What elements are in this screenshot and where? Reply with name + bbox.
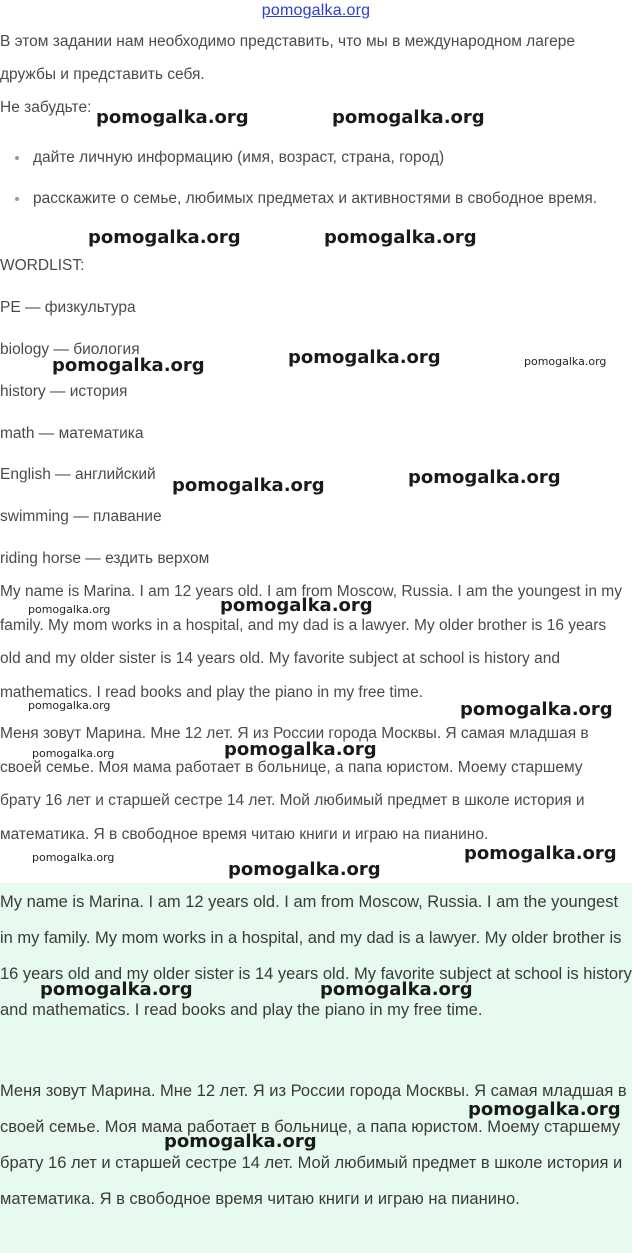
wordlist-item: biology — биология bbox=[0, 341, 140, 358]
watermark: pomogalka.org bbox=[28, 699, 111, 712]
draft-russian: Меня зовут Марина. Мне 12 лет. Я из России города Москвы. Я самая младшая в своей семье. Моя мама работает в больнице, а папа юристом. Моему старшему брату 16 лет и старшей сестре 14 лет. Мой любимый предмет в школе история и математика. Я в свободное время читаю книги и играю на пианино. bbox=[0, 725, 589, 843]
watermark: pomogalka.org bbox=[524, 355, 607, 368]
watermark: pomogalka.org bbox=[28, 603, 111, 616]
wordlist-title: WORDLIST: bbox=[0, 257, 85, 274]
watermark: pomogalka.org bbox=[220, 595, 373, 616]
watermark: pomogalka.org bbox=[408, 467, 561, 488]
draft-english: My name is Marina. I am 12 years old. I am from Moscow, Russia. I am the youngest in my family. My mom works in a hospital, and my dad is a lawyer. My older brother is 16 years old and my older sister is 14 years old. My favorite subject at school is history and mathematics. I read books and play the piano in my free time. bbox=[0, 583, 622, 701]
list-item bbox=[0, 182, 621, 215]
watermark: pomogalka.org bbox=[172, 475, 325, 496]
watermark: pomogalka.org bbox=[32, 747, 115, 760]
watermark: pomogalka.org bbox=[468, 1099, 621, 1120]
answer-russian: Меня зовут Марина. Мне 12 лет. Я из России города Москвы. Я самая младшая в своей семье. Моя мама работает в больнице, а папа юристом. Моему старшему брату 16 лет и старшей сестре 14 лет. Мой любимый предмет в школе история и математика. Я в свободное время читаю книги и играю на пианино. bbox=[0, 1082, 627, 1208]
wordlist-item: riding horse — ездить верхом bbox=[0, 550, 210, 567]
reminder-list bbox=[0, 141, 632, 215]
list-item-text: дайте личную информацию (имя, возраст, страна, город) bbox=[33, 149, 445, 166]
watermark: pomogalka.org bbox=[324, 227, 477, 248]
list-item-text: расскажите о семье, любимых предметах и активностями в свободное время. bbox=[33, 190, 598, 207]
answer-box bbox=[0, 883, 632, 1253]
watermark: pomogalka.org bbox=[52, 355, 205, 376]
watermark: pomogalka.org bbox=[224, 739, 377, 760]
wordlist-item: history — история bbox=[0, 383, 128, 400]
watermark: pomogalka.org bbox=[228, 859, 381, 880]
wordlist-item: swimming — плавание bbox=[0, 508, 162, 525]
watermark: pomogalka.org bbox=[460, 699, 613, 720]
watermark: pomogalka.org bbox=[32, 851, 115, 864]
bullet-dot-icon bbox=[15, 156, 19, 160]
task-intro: В этом задании нам необходимо представить, что мы в международном лагере дружбы и представить себя. bbox=[0, 33, 575, 83]
wordlist-item: math — математика bbox=[0, 425, 144, 442]
list-item bbox=[0, 141, 621, 174]
bullet-dot-icon bbox=[15, 197, 19, 201]
watermark: pomogalka.org bbox=[332, 107, 485, 128]
watermark: pomogalka.org bbox=[96, 107, 249, 128]
reminder-label: Не забудьте: bbox=[0, 99, 92, 116]
wordlist-item: PE — физкультура bbox=[0, 299, 136, 316]
watermark: pomogalka.org bbox=[164, 1131, 317, 1152]
watermark: pomogalka.org bbox=[40, 979, 193, 1000]
watermark: pomogalka.org bbox=[88, 227, 241, 248]
watermark: pomogalka.org bbox=[464, 843, 617, 864]
site-header-link[interactable]: pomogalka.org bbox=[261, 2, 371, 19]
wordlist-item: English — английский bbox=[0, 466, 156, 483]
watermark: pomogalka.org bbox=[320, 979, 473, 1000]
answer-english: My name is Marina. I am 12 years old. I am from Moscow, Russia. I am the youngest in my family. My mom works in a hospital, and my dad is a lawyer. My older brother is 16 years old and my older sister is 14 years old. My favorite subject at school is history and mathematics. I read books and play the piano in my free time. bbox=[0, 893, 632, 1019]
watermark: pomogalka.org bbox=[288, 347, 441, 368]
